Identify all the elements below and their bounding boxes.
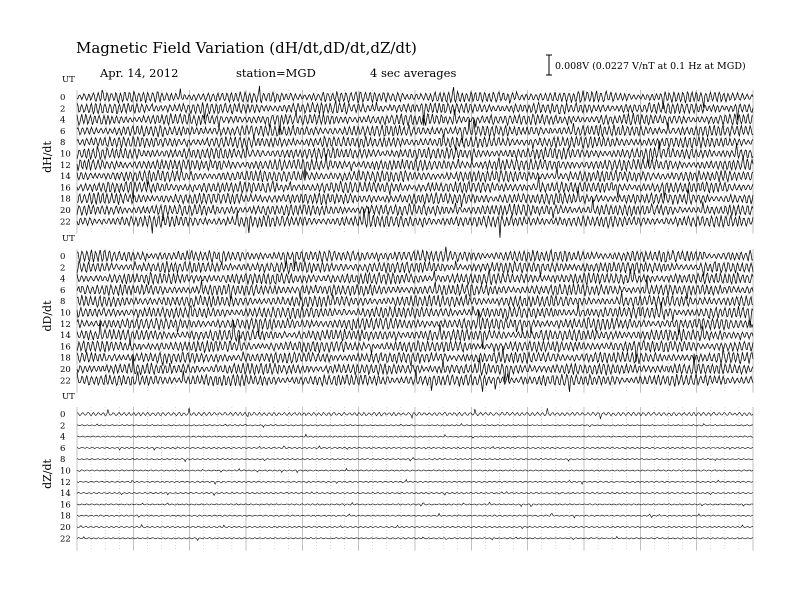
row-time-label: 10 bbox=[60, 308, 71, 319]
row-time-label: 20 bbox=[60, 523, 71, 533]
row-time-label: 22 bbox=[60, 217, 71, 228]
row-time-label: 22 bbox=[60, 534, 71, 545]
row-time-label: 18 bbox=[60, 353, 71, 364]
panel-ut-label: UT bbox=[62, 75, 75, 85]
panel-ut-label: UT bbox=[62, 392, 75, 402]
row-time-label: 2 bbox=[60, 421, 66, 432]
station-label: station=MGD bbox=[236, 66, 316, 80]
row-time-label: 14 bbox=[60, 331, 71, 342]
row-time-label: 4 bbox=[60, 115, 66, 126]
row-time-label: 16 bbox=[60, 183, 71, 194]
panel-ylabel: dH/dt bbox=[41, 141, 54, 173]
row-time-label: 8 bbox=[60, 455, 66, 466]
panel-dh-dt bbox=[41, 75, 753, 238]
row-time-label: 4 bbox=[60, 274, 66, 285]
row-time-label: 20 bbox=[60, 206, 71, 216]
panel-dz-dt bbox=[41, 392, 753, 551]
row-time-label: 14 bbox=[60, 489, 71, 500]
scale-bar bbox=[546, 55, 552, 75]
row-time-label: 16 bbox=[60, 500, 71, 511]
row-time-label: 6 bbox=[60, 126, 66, 137]
panel-dd-dt bbox=[41, 234, 753, 393]
row-time-label: 0 bbox=[60, 93, 66, 103]
row-time-label: 0 bbox=[60, 410, 66, 420]
row-time-label: 12 bbox=[60, 319, 71, 330]
row-time-label: 16 bbox=[60, 342, 71, 353]
row-time-label: 0 bbox=[60, 252, 66, 262]
row-time-label: 18 bbox=[60, 511, 71, 522]
panel-ylabel: dD/dt bbox=[41, 300, 54, 332]
row-time-label: 10 bbox=[60, 149, 71, 160]
panel-ylabel: dZ/dt bbox=[41, 459, 54, 489]
row-time-label: 22 bbox=[60, 376, 71, 387]
row-time-label: 2 bbox=[60, 263, 66, 274]
row-time-label: 4 bbox=[60, 432, 66, 443]
row-time-label: 8 bbox=[60, 297, 66, 308]
averaging-label: 4 sec averages bbox=[370, 66, 457, 80]
row-time-label: 2 bbox=[60, 104, 66, 115]
row-time-label: 12 bbox=[60, 477, 71, 488]
row-time-label: 18 bbox=[60, 194, 71, 205]
row-time-label: 8 bbox=[60, 138, 66, 149]
row-time-label: 6 bbox=[60, 285, 66, 296]
row-time-label: 20 bbox=[60, 365, 71, 375]
row-time-label: 6 bbox=[60, 443, 66, 454]
row-time-label: 12 bbox=[60, 160, 71, 171]
panel-ut-label: UT bbox=[62, 234, 75, 244]
row-time-label: 10 bbox=[60, 466, 71, 477]
scale-label: 0.008V (0.0227 V/nT at 0.1 Hz at MGD) bbox=[555, 61, 746, 72]
time-grid bbox=[77, 407, 753, 551]
date-label: Apr. 14, 2012 bbox=[100, 66, 179, 80]
row-time-label: 14 bbox=[60, 172, 71, 183]
chart-title: Magnetic Field Variation (dH/dt,dD/dt,dZ/dt) bbox=[76, 39, 417, 57]
